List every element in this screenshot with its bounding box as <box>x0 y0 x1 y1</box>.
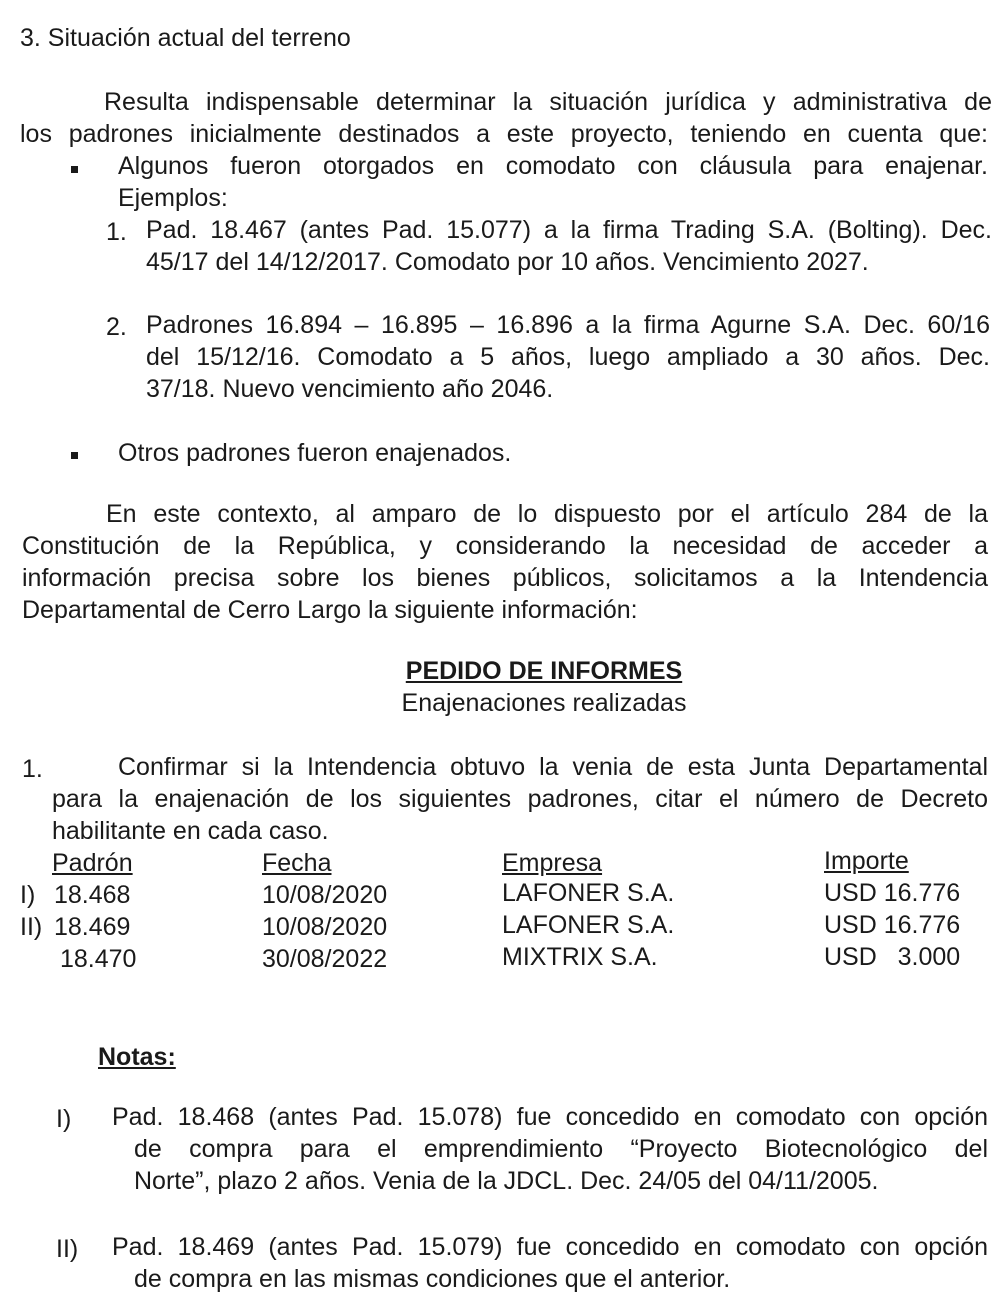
bullet-1-line-2: Ejemplos: <box>118 184 228 212</box>
row-padron: 18.468 <box>54 881 131 909</box>
example-1-line-1: Pad. 18.467 (antes Pad. 15.077) a la firma Trading S.A. (Bolting). Dec. <box>146 216 992 244</box>
item-1-line-2: para la enajenación de los siguientes padrones, citar el número de Decreto <box>52 785 988 813</box>
note-2-line-1: Pad. 18.469 (antes Pad. 15.079) fue concedido en comodato con opción <box>112 1233 988 1261</box>
example-2-line-1: Padrones 16.894 – 16.895 – 16.896 a la firma Agurne S.A. Dec. 60/16 <box>146 311 990 339</box>
bullet-square-icon <box>71 166 78 173</box>
notes-title: Notas: <box>98 1043 176 1071</box>
bullet-1-line-1: Algunos fueron otorgados en comodato con cláusula para enajenar. <box>118 152 988 180</box>
context-line-4: Departamental de Cerro Largo la siguiente información: <box>22 596 638 624</box>
item-1-number: 1. <box>22 755 43 783</box>
request-title: PEDIDO DE INFORMES <box>405 657 683 685</box>
row-empresa: MIXTRIX S.A. <box>502 943 658 971</box>
row-importe: USD 16.776 <box>824 911 961 939</box>
note-mark: I) <box>56 1105 72 1133</box>
request-subtitle: Enajenaciones realizadas <box>401 689 687 717</box>
table-header-importe: Importe <box>824 847 909 875</box>
example-1-number: 1. <box>106 218 127 246</box>
example-1-line-2: 45/17 del 14/12/2017. Comodato por 10 años. Vencimiento 2027. <box>146 248 869 276</box>
intro-line-1: Resulta indispensable determinar la situación jurídica y administrativa de <box>104 88 992 116</box>
example-2-line-3: 37/18. Nuevo vencimiento año 2046. <box>146 375 554 403</box>
row-padron: 18.470 <box>60 945 137 973</box>
row-empresa: LAFONER S.A. <box>502 911 675 939</box>
row-fecha: 10/08/2020 <box>262 913 388 941</box>
example-2-number: 2. <box>106 313 127 341</box>
row-fecha: 30/08/2022 <box>262 945 388 973</box>
note-mark: II) <box>56 1235 79 1263</box>
example-2-line-2: del 15/12/16. Comodato a 5 años, luego ampliado a 30 años. Dec. <box>146 343 990 371</box>
item-1-line-1: Confirmar si la Intendencia obtuvo la venia de esta Junta Departamental <box>118 753 988 781</box>
bullet-square-icon <box>71 452 78 459</box>
note-1-line-2: de compra para el emprendimiento “Proyecto Biotecnológico del <box>134 1135 988 1163</box>
note-1-line-1: Pad. 18.468 (antes Pad. 15.078) fue concedido en comodato con opción <box>112 1103 988 1131</box>
table-header-empresa: Empresa <box>502 849 603 877</box>
row-importe: USD 3.000 <box>824 943 961 971</box>
note-2-line-2: de compra en las mismas condiciones que el anterior. <box>134 1265 731 1293</box>
row-mark: II) <box>20 913 43 941</box>
row-mark: I) <box>20 881 36 909</box>
section-title: 3. Situación actual del terreno <box>20 24 351 52</box>
context-line-3: información precisa sobre los bienes públicos, solicitamos a la Intendencia <box>22 564 988 592</box>
row-importe: USD 16.776 <box>824 879 961 907</box>
row-fecha: 10/08/2020 <box>262 881 388 909</box>
row-padron: 18.469 <box>54 913 131 941</box>
item-1-line-3: habilitante en cada caso. <box>52 817 329 845</box>
bullet-2-text: Otros padrones fueron enajenados. <box>118 439 512 467</box>
context-line-2: Constitución de la República, y considerando la necesidad de acceder a <box>22 532 988 560</box>
row-empresa: LAFONER S.A. <box>502 879 675 907</box>
context-line-1: En este contexto, al amparo de lo dispuesto por el artículo 284 de la <box>106 500 988 528</box>
note-1-line-3: Norte”, plazo 2 años. Venia de la JDCL. Dec. 24/05 del 04/11/2005. <box>134 1167 879 1195</box>
table-header-fecha: Fecha <box>262 849 332 877</box>
table-header-padron: Padrón <box>52 849 133 877</box>
intro-line-2: los padrones inicialmente destinados a este proyecto, teniendo en cuenta que: <box>20 120 988 148</box>
